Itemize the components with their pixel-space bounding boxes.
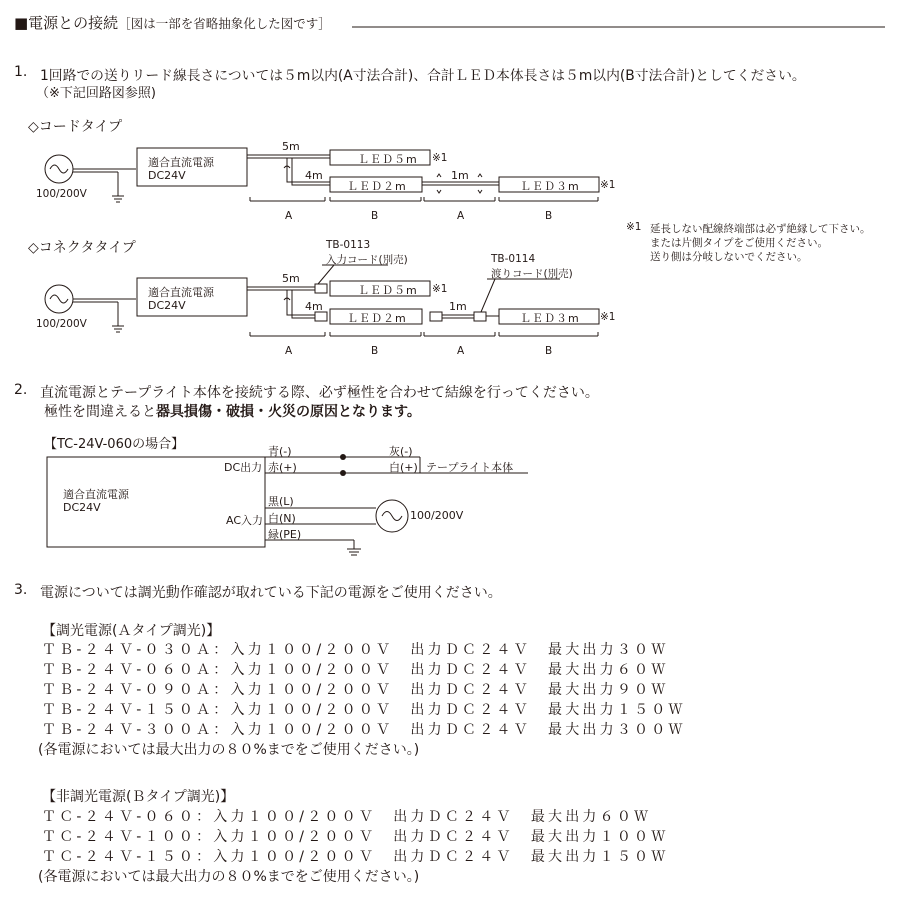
connector-type-heading: ◇コネクタタイプ bbox=[28, 240, 136, 256]
dim-label-b: B bbox=[545, 345, 553, 357]
note-mark: ※1 bbox=[600, 179, 616, 191]
dim-bracket bbox=[424, 197, 495, 201]
dimming-heading: 【調光電源(Ａタイプ調光)】 bbox=[42, 623, 221, 639]
dim-label-a: A bbox=[285, 210, 293, 222]
dimming-row: ＴＢ-２４Ｖ-３００Ａ：入力１００/２００Ｖ 出力ＤＣ２４Ｖ 最大出力３００Ｗ bbox=[42, 722, 686, 738]
dimming-note: (各電源においては最大出力の８０%までをご使用ください。) bbox=[38, 742, 420, 758]
dim-label-b: B bbox=[545, 210, 553, 222]
connector-icon bbox=[474, 312, 486, 321]
length-5m: 5m bbox=[282, 272, 300, 285]
dim-bracket bbox=[250, 197, 325, 201]
length-4m: 4m bbox=[305, 300, 323, 313]
psu-voltage: DC24V bbox=[63, 501, 101, 514]
dim-bracket bbox=[330, 197, 421, 201]
non-dimming-row: ＴＣ-２４Ｖ-１５０：入力１００/２００Ｖ 出力ＤＣ２４Ｖ 最大出力１５０Ｗ bbox=[42, 849, 669, 865]
item2-warning: 器具損傷・破損・火災の原因となります。 bbox=[156, 404, 421, 420]
item2-line1: 直流電源とテープライト本体を接続する際、必ず極性を合わせて結線を行ってください。 bbox=[40, 385, 599, 401]
item2-number: 2. bbox=[14, 382, 28, 398]
led-5m-label: ＬＥＤ５m bbox=[358, 153, 418, 166]
length-1m: 1m bbox=[449, 300, 467, 313]
item3-number: 3. bbox=[14, 582, 28, 598]
psu-label: 適合直流電源 bbox=[148, 156, 214, 169]
item1-text: 1回路での送りリード線長さについては５m以内(A寸法合計)、合計ＬＥＤ本体長さは５m以内(B寸法合計)としてください。 bbox=[40, 68, 806, 84]
wire-black: 黒(L) bbox=[268, 495, 294, 508]
led-5m-label: ＬＥＤ５m bbox=[358, 284, 418, 297]
footnote-mark: ※1 bbox=[626, 221, 642, 233]
item1-number: 1. bbox=[14, 64, 28, 80]
psu-voltage: DC24V bbox=[148, 299, 186, 312]
tb0114-desc: 渡りコード(別売) bbox=[491, 268, 573, 280]
dim-bracket bbox=[499, 197, 598, 201]
item2-line2: 極性を間違えると器具損傷・破損・火災の原因となります。 bbox=[44, 404, 421, 420]
tb0113-desc: 入力コード(別売) bbox=[326, 254, 408, 266]
led-2m-label: ＬＥＤ２m bbox=[347, 312, 407, 325]
dim-label-b: B bbox=[371, 210, 379, 222]
section-title: ■電源との接続［図は一部を省略抽象化した図です］ bbox=[14, 14, 331, 32]
dimming-row: ＴＢ-２４Ｖ-１５０Ａ：入力１００/２００Ｖ 出力ＤＣ２４Ｖ 最大出力１５０Ｗ bbox=[42, 702, 686, 718]
wire-gray: 灰(-) bbox=[389, 445, 413, 458]
psu-label: 適合直流電源 bbox=[63, 488, 129, 501]
item1-note: （※下記回路図参照) bbox=[36, 86, 156, 101]
footnote-line: または片側タイプをご使用ください。 bbox=[650, 237, 828, 249]
length-4m: 4m bbox=[305, 169, 323, 182]
note-mark: ※1 bbox=[600, 311, 616, 323]
dc-out-label: DC出力 bbox=[224, 461, 263, 474]
led-3m-label: ＬＥＤ３m bbox=[520, 312, 580, 325]
wire-white-pos: 白(+) bbox=[389, 461, 418, 474]
junction-dot bbox=[340, 454, 346, 460]
non-dimming-note: (各電源においては最大出力の８０%までをご使用ください。) bbox=[38, 869, 420, 885]
non-dimming-row: ＴＣ-２４Ｖ-０６０：入力１００/２００Ｖ 出力ＤＣ２４Ｖ 最大出力６０Ｗ bbox=[42, 809, 652, 825]
connector-icon bbox=[315, 312, 327, 321]
connector-icon bbox=[315, 284, 327, 293]
tb0114-label: TB-0114 bbox=[491, 253, 536, 265]
ac-label: 100/200V bbox=[36, 188, 87, 200]
length-1m: 1m bbox=[451, 169, 469, 182]
tb0113-label: TB-0113 bbox=[326, 239, 371, 251]
dim-label-a: A bbox=[285, 345, 293, 357]
junction-dot bbox=[340, 470, 346, 476]
note-mark: ※1 bbox=[432, 283, 448, 295]
led-3m-label: ＬＥＤ３m bbox=[520, 180, 580, 193]
wiring-heading: 【TC-24V-060の場合】 bbox=[44, 437, 185, 452]
dimming-row: ＴＢ-２４Ｖ-０３０Ａ：入力１００/２００Ｖ 出力ＤＣ２４Ｖ 最大出力３０Ｗ bbox=[42, 642, 669, 658]
dim-label-a: A bbox=[457, 210, 465, 222]
length-5m: 5m bbox=[282, 140, 300, 153]
ground-icon bbox=[112, 196, 124, 202]
ac-label: 100/200V bbox=[36, 318, 87, 330]
tape-light-label: テープライト本体 bbox=[426, 461, 514, 474]
non-dimming-heading: 【非調光電源(Ｂタイプ調光)】 bbox=[42, 789, 235, 805]
dim-label-a: A bbox=[457, 345, 465, 357]
joint-marker bbox=[478, 174, 482, 193]
cord-type-heading: ◇コードタイプ bbox=[28, 119, 123, 135]
ac-label: 100/200V bbox=[410, 509, 464, 522]
dim-label-b: B bbox=[371, 345, 379, 357]
joint-marker bbox=[437, 174, 441, 193]
ground-icon bbox=[112, 326, 124, 332]
wire-blue: 青(-) bbox=[268, 445, 292, 458]
dim-bracket bbox=[250, 332, 325, 336]
wire-green: 緑(PE) bbox=[268, 528, 302, 541]
psu-label: 適合直流電源 bbox=[148, 286, 214, 299]
footnote-line: 延長しない配線終端部は必ず絶縁して下さい。 bbox=[650, 223, 871, 235]
ac-in-label: AC入力 bbox=[226, 514, 264, 527]
dimming-row: ＴＢ-２４Ｖ-０９０Ａ：入力１００/２００Ｖ 出力ＤＣ２４Ｖ 最大出力９０Ｗ bbox=[42, 682, 669, 698]
non-dimming-row: ＴＣ-２４Ｖ-１００：入力１００/２００Ｖ 出力ＤＣ２４Ｖ 最大出力１００Ｗ bbox=[42, 829, 669, 845]
wire-red: 赤(+) bbox=[268, 461, 297, 474]
psu-voltage: DC24V bbox=[148, 169, 186, 182]
footnote-line: 送り側は分岐しないでください。 bbox=[650, 251, 808, 263]
led-2m-label: ＬＥＤ２m bbox=[347, 180, 407, 193]
note-mark: ※1 bbox=[432, 152, 448, 164]
dim-bracket bbox=[330, 332, 421, 336]
dimming-row: ＴＢ-２４Ｖ-０６０Ａ：入力１００/２００Ｖ 出力ＤＣ２４Ｖ 最大出力６０Ｗ bbox=[42, 662, 669, 678]
ac-wave bbox=[50, 165, 68, 173]
ground-icon bbox=[347, 549, 361, 555]
dim-bracket bbox=[499, 332, 598, 336]
dim-bracket bbox=[424, 332, 495, 336]
connector-icon bbox=[430, 312, 442, 321]
wire-white-n: 白(N) bbox=[268, 512, 296, 525]
item3-text: 電源については調光動作確認が取れている下記の電源をご使用ください。 bbox=[40, 585, 502, 601]
section-subtitle: ［図は一部を省略抽象化した図です］ bbox=[118, 16, 331, 31]
